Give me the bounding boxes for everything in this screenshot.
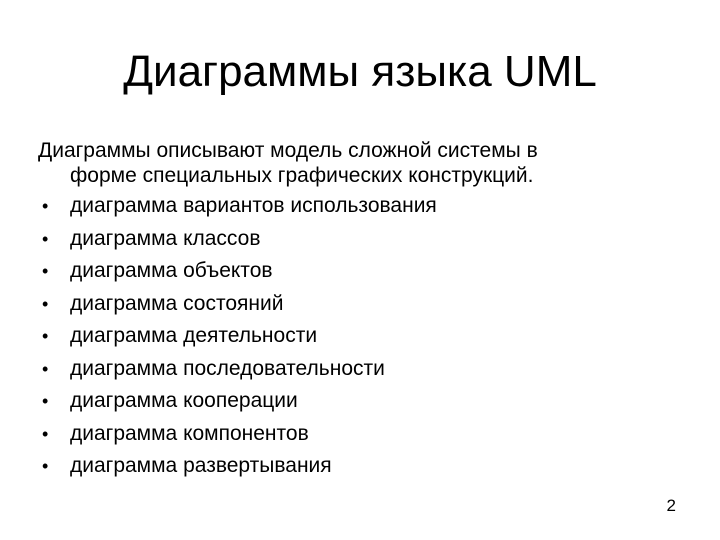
- list-item: [38, 320, 678, 353]
- list-item-text: диаграмма вариантов использования: [70, 194, 437, 217]
- intro-line-1: Диаграммы описывают модель сложной системы в: [38, 139, 538, 162]
- list-item: [38, 288, 678, 321]
- list-item: [38, 353, 678, 386]
- list-item-text: диаграмма деятельности: [70, 324, 318, 347]
- bullet-icon: •: [42, 293, 49, 314]
- list-item-text: диаграмма компонентов: [70, 421, 309, 445]
- list-item: [38, 385, 678, 418]
- list-item: [38, 223, 678, 256]
- list-item-text: диаграмма кооперации: [70, 389, 298, 412]
- bullet-icon: •: [42, 326, 49, 346]
- intro-line-2: форме специальных графических конструкций.: [70, 164, 534, 187]
- bullet-icon: •: [42, 261, 49, 281]
- list-item: [38, 418, 678, 451]
- bullet-icon: •: [42, 228, 49, 249]
- bullet-icon: •: [42, 358, 49, 379]
- list-item: [38, 190, 678, 223]
- list-item-text: диаграмма последовательности: [70, 356, 385, 380]
- list-item: [38, 255, 678, 288]
- bullet-icon: •: [42, 196, 49, 216]
- slide-title: Диаграммы языка UML: [123, 47, 597, 96]
- bullet-icon: •: [42, 456, 49, 476]
- bullet-icon: •: [42, 391, 49, 411]
- intro-paragraph: [38, 138, 678, 188]
- page-number: 2: [666, 496, 676, 515]
- list-item-text: диаграмма развертывания: [70, 454, 332, 477]
- list-item: [38, 450, 678, 483]
- list-item-text: диаграмма состояний: [70, 291, 284, 315]
- list-item-text: диаграмма объектов: [70, 259, 273, 282]
- list-item-text: диаграмма классов: [70, 226, 261, 250]
- bullet-icon: •: [42, 423, 49, 444]
- diagram-type-list: [38, 190, 678, 483]
